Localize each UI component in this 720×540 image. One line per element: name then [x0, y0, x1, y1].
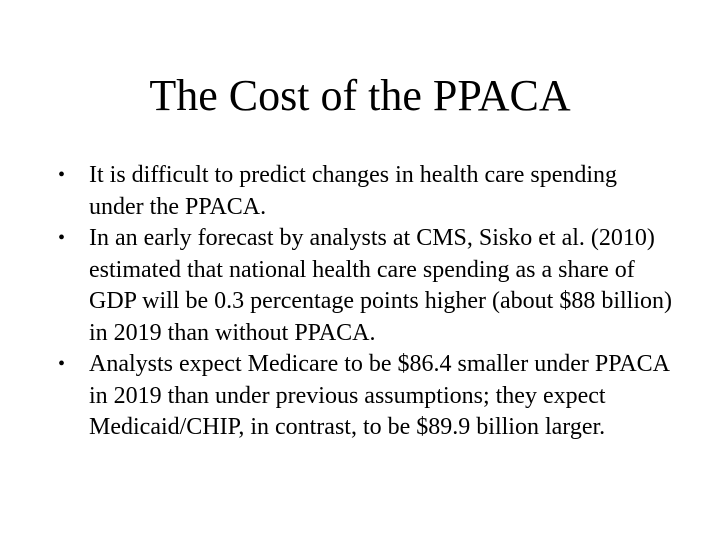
bullet-text: Analysts expect Medicare to be $86.4 smaller under PPACA in 2019 than under previous assumptions; they expect Medicaid/CHIP, in contrast, to be $89.9 billion larger. — [89, 351, 669, 440]
bullet-item — [55, 223, 675, 349]
bullet-text: In an early forecast by analysts at CMS, Sisko et al. (2010) estimated that national health care spending as a share of GDP will be 0.3 percentage points higher (about $88 billion) in 2019 than without PPACA. — [89, 225, 672, 346]
bullet-icon: • — [58, 227, 66, 249]
slide-title: The Cost of the PPACA — [149, 71, 571, 120]
bullet-icon: • — [58, 353, 66, 375]
bullet-item — [55, 349, 675, 444]
bullet-text: It is difficult to predict changes in health care spending under the PPACA. — [89, 162, 618, 220]
bullet-icon: • — [58, 164, 66, 186]
bullet-list — [55, 160, 675, 444]
bullet-item — [55, 160, 675, 223]
